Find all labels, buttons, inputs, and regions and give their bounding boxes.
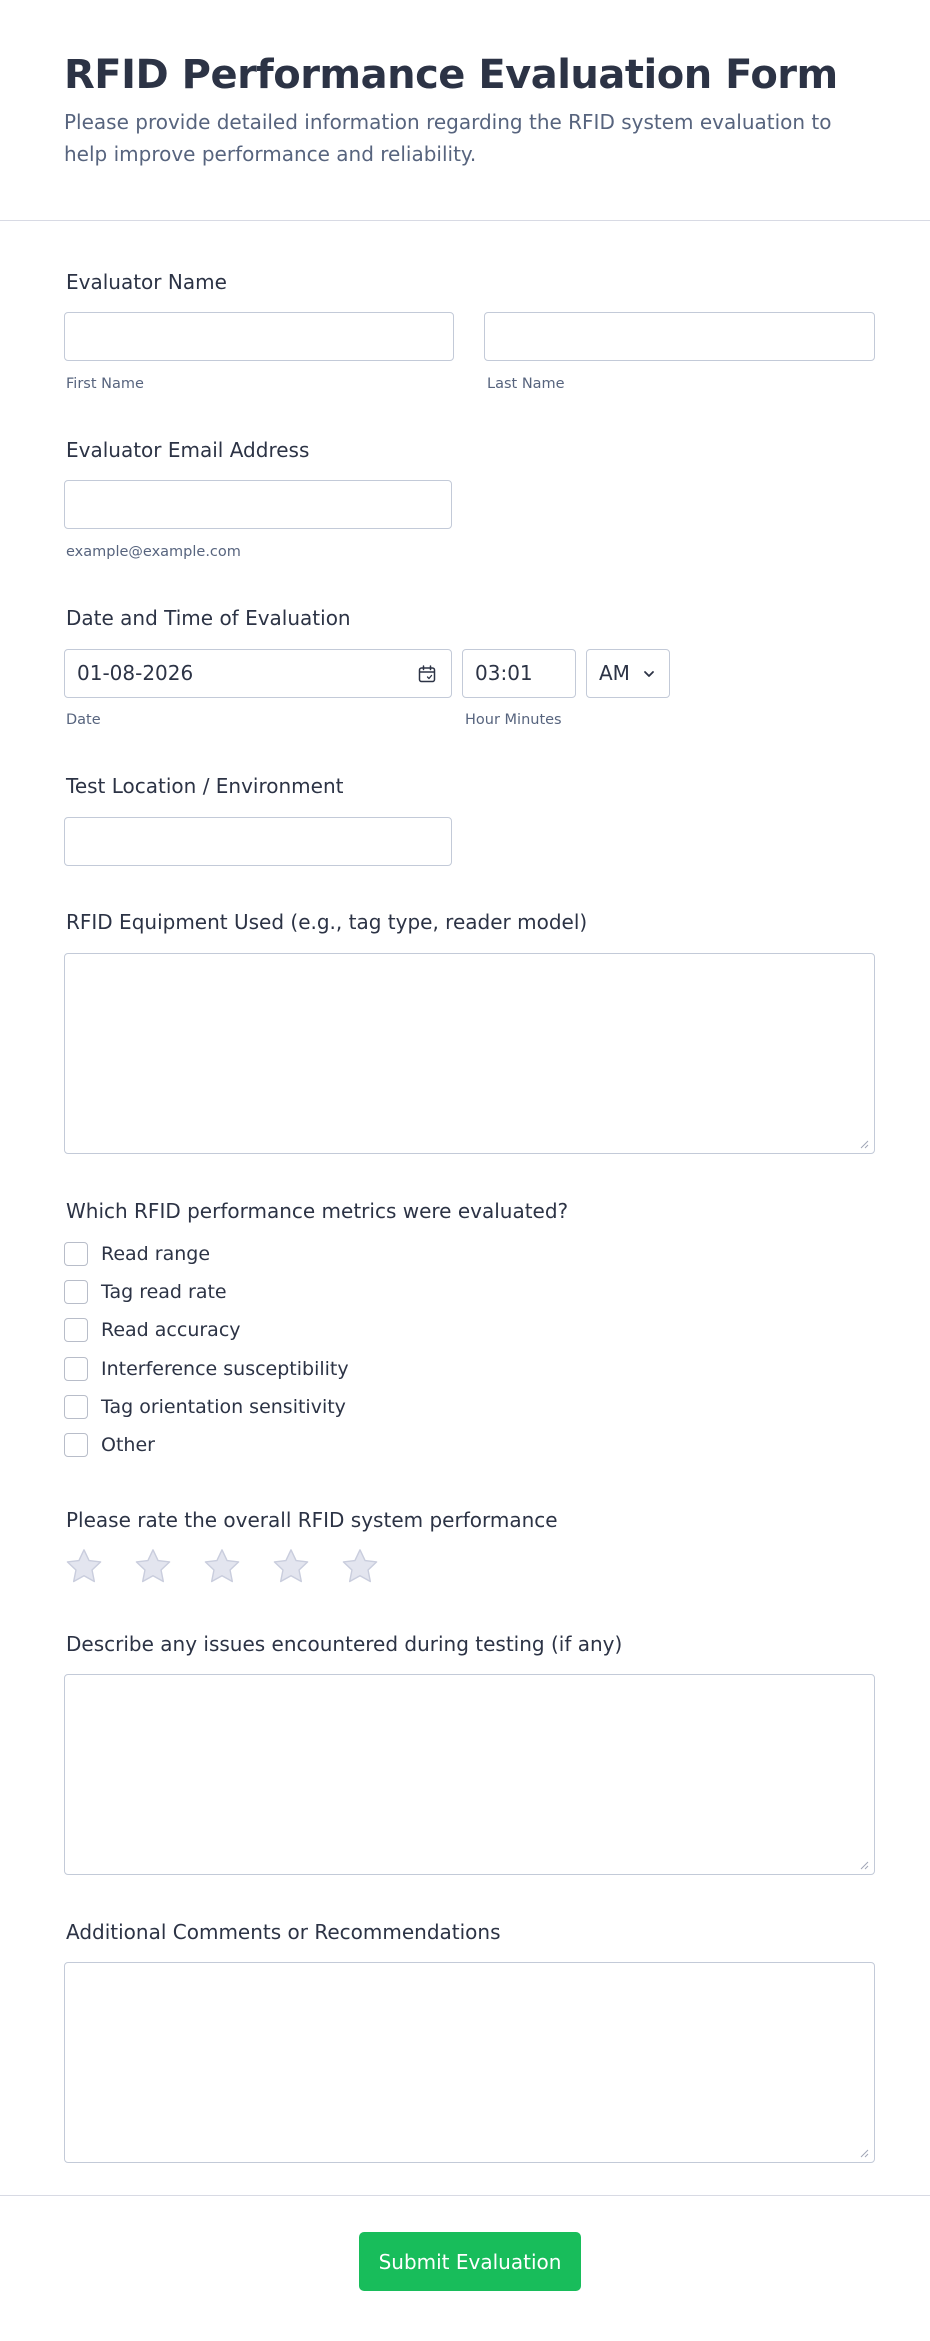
checkbox[interactable] [64,1318,88,1342]
evaluator-name-label: Evaluator Name [66,270,227,294]
email-label: Evaluator Email Address [66,438,310,462]
checkbox[interactable] [64,1357,88,1381]
last-name-sublabel: Last Name [487,376,565,392]
calendar-icon[interactable] [417,664,437,684]
star-icon[interactable] [62,1546,106,1588]
chevron-down-icon [642,667,656,681]
checkbox-label: Tag orientation sensitivity [101,1396,346,1418]
comments-label: Additional Comments or Recommendations [66,1920,501,1944]
resize-handle-icon[interactable] [859,2148,869,2158]
date-sublabel: Date [66,712,101,728]
first-name-input[interactable] [64,312,454,361]
metrics-label: Which RFID performance metrics were evaluated? [66,1199,569,1223]
rating-label: Please rate the overall RFID system performance [66,1508,558,1532]
form-header [0,0,930,221]
checkbox[interactable] [64,1280,88,1304]
form-subtitle: Please provide detailed information regarding the RFID system evaluation to help improve performance and reliability. [64,110,832,166]
time-sublabel: Hour Minutes [465,712,562,728]
location-label: Test Location / Environment [66,774,344,798]
comments-textarea[interactable] [64,1962,875,2163]
star-icon[interactable] [200,1546,244,1588]
equipment-textarea[interactable] [64,953,875,1154]
checkbox-label: Read accuracy [101,1319,241,1341]
checkbox[interactable] [64,1242,88,1266]
issues-label: Describe any issues encountered during testing (if any) [66,1632,623,1656]
resize-handle-icon[interactable] [859,1860,869,1870]
checkbox-label: Read range [101,1243,211,1265]
last-name-input[interactable] [484,312,875,361]
star-icon[interactable] [269,1546,313,1588]
resize-handle-icon[interactable] [859,1139,869,1149]
time-input[interactable] [462,649,576,698]
date-value: 01-08-2026 [77,661,194,685]
checkbox[interactable] [64,1433,88,1457]
datetime-label: Date and Time of Evaluation [66,606,351,630]
first-name-sublabel: First Name [66,376,144,392]
ampm-value: AM [599,661,630,685]
time-value: 03:01 [475,661,533,685]
email-input[interactable] [64,480,452,529]
location-input[interactable] [64,817,452,866]
checkbox-label: Tag read rate [101,1281,227,1303]
checkbox-label: Other [101,1434,155,1456]
checkbox[interactable] [64,1395,88,1419]
equipment-label: RFID Equipment Used (e.g., tag type, reader model) [66,910,588,934]
star-icon[interactable] [131,1546,175,1588]
date-input[interactable] [64,649,452,698]
ampm-select[interactable] [586,649,670,698]
submit-button[interactable]: Submit Evaluation [359,2232,581,2291]
star-icon[interactable] [338,1546,382,1588]
form-title: RFID Performance Evaluation Form [64,52,838,98]
email-sublabel: example@example.com [66,544,241,560]
checkbox-label: Interference susceptibility [101,1358,349,1380]
issues-textarea[interactable] [64,1674,875,1875]
